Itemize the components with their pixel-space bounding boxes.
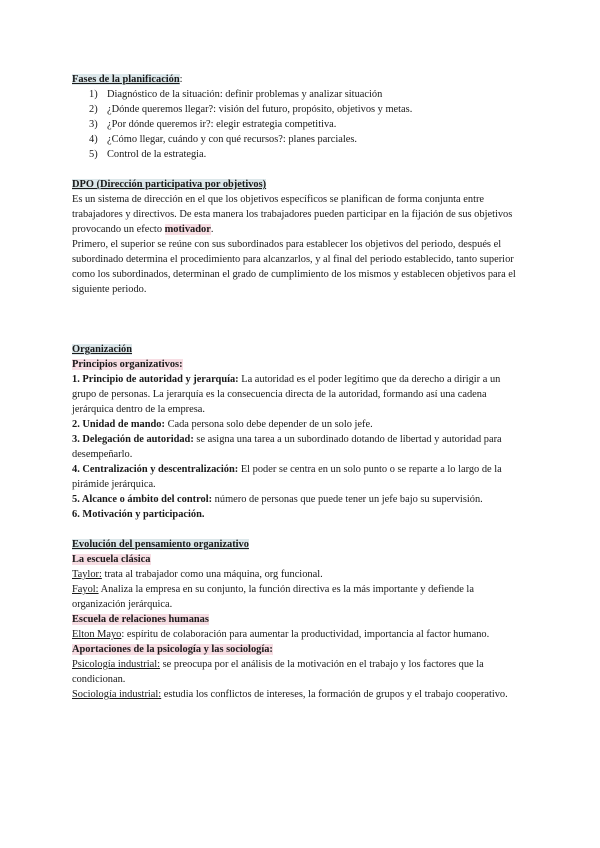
organizacion-title: Organización xyxy=(72,344,133,355)
clasica-item xyxy=(72,567,522,582)
principio-text: Cada persona solo debe depender de un solo jefe. xyxy=(164,419,373,430)
principio-item xyxy=(72,432,522,462)
aportaciones-title: Aportaciones de la psicología y las sociología: xyxy=(72,644,273,655)
principios-title: Principios organizativos: xyxy=(72,359,183,370)
principio-item xyxy=(72,417,522,432)
principio-label: 1. Principio de autoridad y jerarquía: xyxy=(72,374,239,385)
author-name: Fayol: xyxy=(72,584,99,595)
organizacion-heading xyxy=(72,342,522,357)
discipline-text: estudia los conflictos de intereses, la formación de grupos y el trabajo cooperativo. xyxy=(161,689,508,700)
fases-item-number: 4) xyxy=(89,134,98,145)
principio-text: El poder se centra en un solo punto o se reparte a lo largo de la pirámide jerárquica. xyxy=(72,464,502,490)
dpo-p1-text: Es un sistema de dirección en el que los objetivos específicos se planifican de forma conjunta entre trabajadores y directivos. De esta manera los trabajadores pueden participar en la fijación de sus objetivos provocando un efecto xyxy=(72,194,513,235)
fases-heading xyxy=(72,72,522,87)
fases-list xyxy=(72,87,522,162)
principio-label: 4. Centralización y descentralización: xyxy=(72,464,239,475)
dpo-paragraph-2: Primero, el superior se reúne con sus subordinados para establecer los objetivos del periodo, después el subordinado determina el procedimiento para alcanzarlos, y al final del periodo establecido, tanto superior como los subordinados, determinan el grado de cumplimiento de los mismos y establecen objetivos para el siguiente periodo. xyxy=(72,239,516,295)
fases-item-number: 5) xyxy=(89,149,98,160)
principio-item xyxy=(72,507,522,522)
relaciones-title: Escuela de relaciones humanas xyxy=(72,614,209,625)
fases-item xyxy=(72,132,522,147)
clasica-title: La escuela clásica xyxy=(72,554,151,565)
discipline-name: Psicología industrial: xyxy=(72,659,161,670)
clasica-heading xyxy=(72,552,522,567)
fases-item-number: 1) xyxy=(89,89,98,100)
fases-item-number: 2) xyxy=(89,104,98,115)
principio-item xyxy=(72,372,522,417)
fases-item-number: 3) xyxy=(89,119,98,130)
fases-item-text: ¿Por dónde queremos ir?: elegir estrategia competitiva. xyxy=(107,119,337,130)
principio-label: 6. Motivación y participación. xyxy=(72,509,205,520)
evolucion-title: Evolución del pensamiento organizativo xyxy=(72,539,249,550)
author-name: Elton Mayo xyxy=(72,629,122,640)
principio-item xyxy=(72,462,522,492)
fases-item xyxy=(72,117,522,132)
principio-text: se asigna una tarea a un subordinado dotando de libertad y autoridad para desempeñarlo. xyxy=(72,434,502,460)
principio-label: 3. Delegación de autoridad: xyxy=(72,434,194,445)
fases-item xyxy=(72,87,522,102)
dpo-paragraph-1 xyxy=(72,192,522,237)
fases-title: Fases de la planificación xyxy=(72,74,180,85)
author-text: trata al trabajador como una máquina, org funcional. xyxy=(101,569,323,580)
principio-label: 2. Unidad de mando: xyxy=(72,419,165,430)
relaciones-heading xyxy=(72,612,522,627)
author-name: Taylor: xyxy=(72,569,102,580)
principio-label: 5. Alcance o ámbito del control: xyxy=(72,494,213,505)
fases-item-text: Diagnóstico de la situación: definir problemas y analizar situación xyxy=(107,89,383,100)
aportaciones-item xyxy=(72,657,522,687)
dpo-p1-end: . xyxy=(210,224,214,235)
fases-item xyxy=(72,102,522,117)
aportaciones-heading xyxy=(72,642,522,657)
relaciones-item xyxy=(72,627,522,642)
evolucion-heading xyxy=(72,537,522,552)
principios-heading xyxy=(72,357,522,372)
author-text: Analiza la empresa en su conjunto, la función directiva es la más importante y defiende la organización jerárquica. xyxy=(72,584,474,610)
fases-item xyxy=(72,147,522,162)
dpo-p1-bold: motivador xyxy=(164,224,211,235)
clasica-item xyxy=(72,582,522,612)
discipline-name: Sociología industrial: xyxy=(72,689,162,700)
discipline-text: se preocupa por el análisis de la motivación en el trabajo y los factores que la condicionan. xyxy=(72,659,484,685)
fases-item-text: ¿Dónde queremos llegar?: visión del futuro, propósito, objetivos y metas. xyxy=(107,104,413,115)
fases-title-suffix: : xyxy=(179,74,183,85)
principio-text: número de personas que puede tener un jefe bajo su supervisión. xyxy=(212,494,483,505)
author-text: : espíritu de colaboración para aumentar la productividad, importancia al factor humano. xyxy=(121,629,490,640)
principio-item xyxy=(72,492,522,507)
dpo-title: DPO (Dirección participativa por objetivos) xyxy=(72,179,267,190)
principio-text: La autoridad es el poder legítimo que da derecho a dirigir a un grupo de personas. La jerarquía es la consecuencia directa de la autoridad, formando así una cadena jerárquica dentro de la empresa. xyxy=(72,374,501,415)
dpo-heading xyxy=(72,177,522,192)
aportaciones-item xyxy=(72,687,522,702)
fases-item-text: Control de la estrategia. xyxy=(107,149,207,160)
fases-item-text: ¿Cómo llegar, cuándo y con qué recursos?: planes parciales. xyxy=(107,134,358,145)
document-page xyxy=(72,72,522,702)
